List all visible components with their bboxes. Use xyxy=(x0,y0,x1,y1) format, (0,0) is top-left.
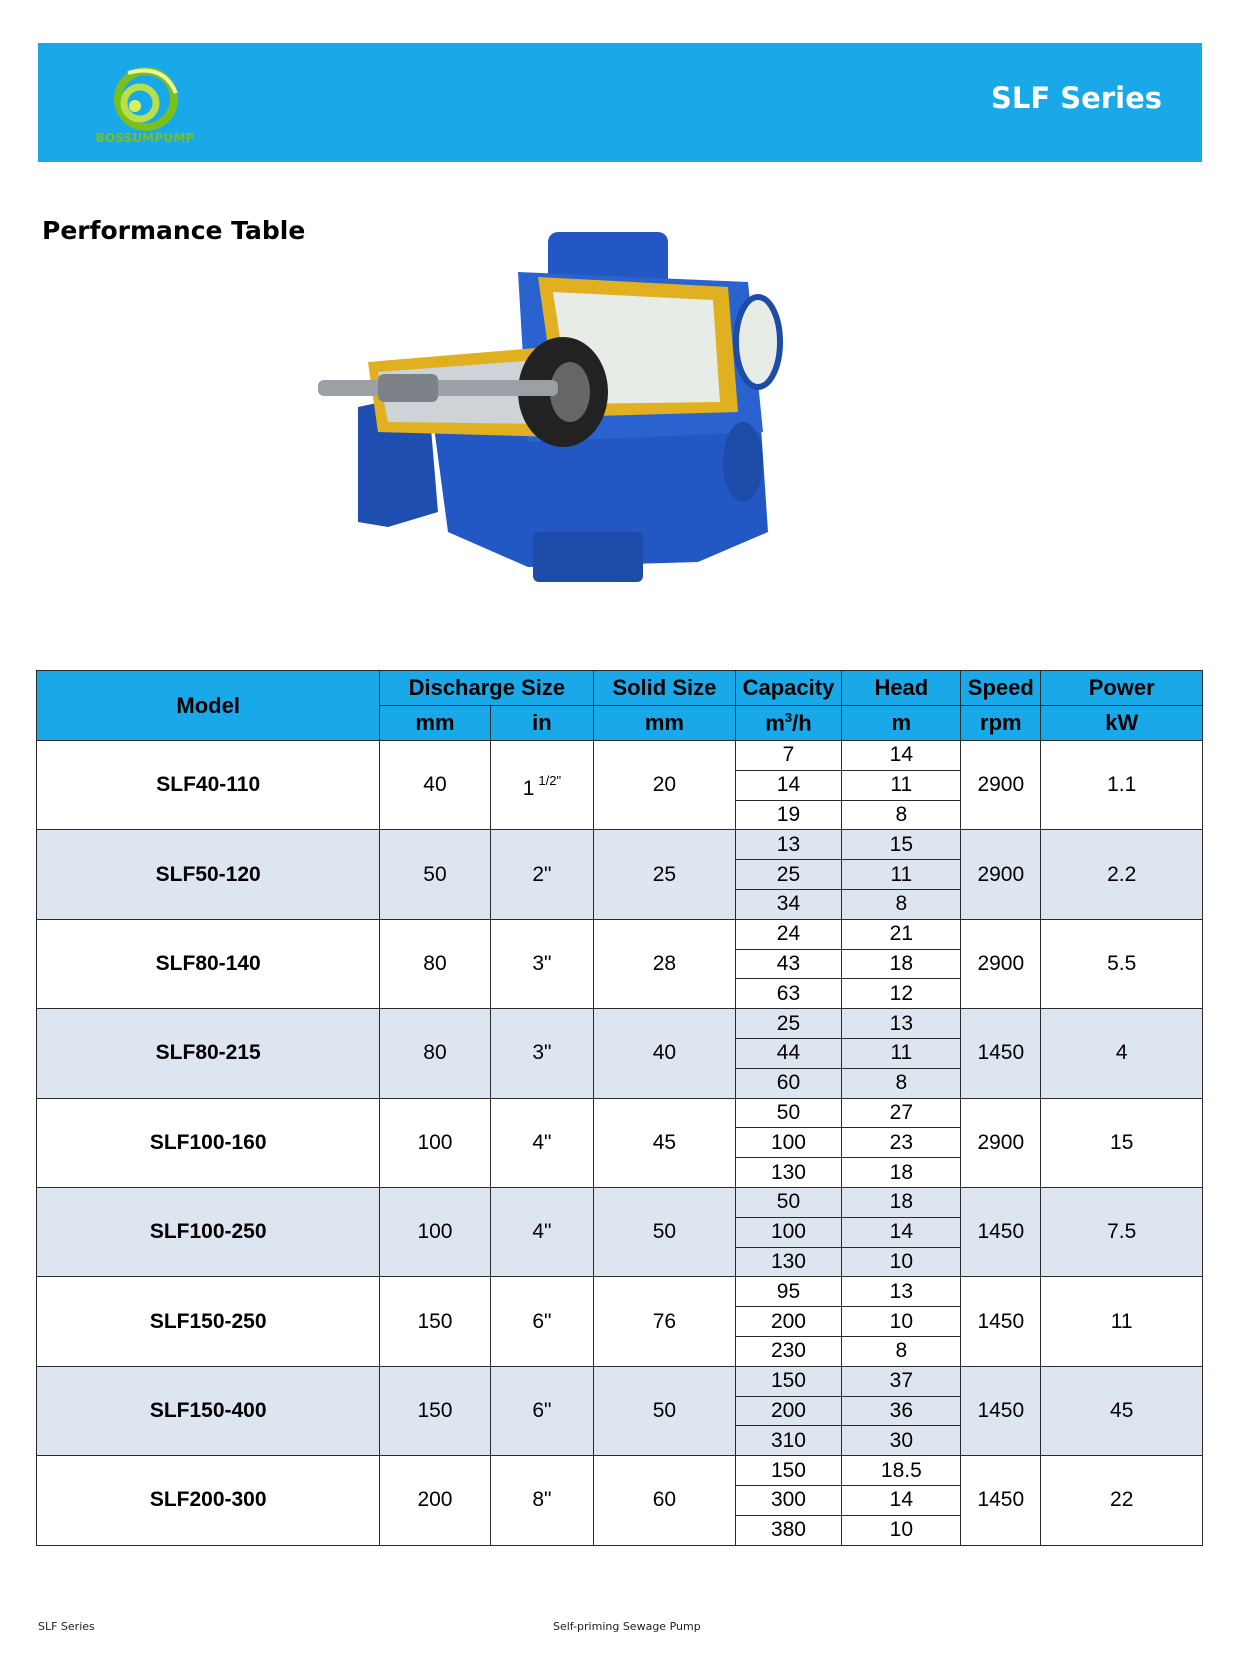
power-cell: 22 xyxy=(1041,1456,1203,1545)
head-cell: 14 xyxy=(842,741,961,771)
head-cell: 8 xyxy=(842,800,961,830)
pump-cutaway-image xyxy=(318,232,818,617)
performance-table xyxy=(36,670,1203,1546)
solid-size-cell: 28 xyxy=(594,919,735,1008)
capacity-cell: 63 xyxy=(735,979,842,1009)
head-cell: 21 xyxy=(842,919,961,949)
model-cell: SLF200-300 xyxy=(37,1456,380,1545)
discharge-mm-cell: 80 xyxy=(380,919,490,1008)
col-header-power: Power xyxy=(1041,671,1203,706)
solid-size-cell: 50 xyxy=(594,1366,735,1455)
header-band xyxy=(38,43,1202,162)
discharge-in-value: 3" xyxy=(532,951,552,975)
discharge-in-cell xyxy=(490,1187,594,1276)
head-cell: 27 xyxy=(842,1098,961,1128)
discharge-in-cell xyxy=(490,1456,594,1545)
capacity-cell: 150 xyxy=(735,1366,842,1396)
speed-cell: 1450 xyxy=(961,1277,1041,1366)
head-cell: 10 xyxy=(842,1515,961,1545)
discharge-in-value: 1 xyxy=(522,777,535,801)
col-header-discharge: Discharge Size xyxy=(380,671,594,706)
head-cell: 11 xyxy=(842,770,961,800)
head-cell: 18 xyxy=(842,949,961,979)
head-cell: 12 xyxy=(842,979,961,1009)
head-cell: 8 xyxy=(842,1336,961,1366)
capacity-cell: 25 xyxy=(735,860,842,890)
discharge-in-value: 2" xyxy=(532,862,552,886)
discharge-mm-cell: 150 xyxy=(380,1366,490,1455)
col-header-solid: Solid Size xyxy=(594,671,735,706)
capacity-cell: 300 xyxy=(735,1485,842,1515)
discharge-in-cell xyxy=(490,1366,594,1455)
col-header-head: Head xyxy=(842,671,961,706)
header-row xyxy=(37,671,1203,706)
head-cell: 18 xyxy=(842,1187,961,1217)
power-cell: 2.2 xyxy=(1041,830,1203,919)
capacity-cell: 95 xyxy=(735,1277,842,1307)
discharge-in-cell xyxy=(490,1098,594,1187)
model-cell: SLF100-250 xyxy=(37,1187,380,1276)
table-row xyxy=(37,1187,1203,1217)
model-cell: SLF40-110 xyxy=(37,741,380,830)
unit-discharge-mm: mm xyxy=(380,706,490,741)
speed-cell: 1450 xyxy=(961,1187,1041,1276)
page-title: Performance Table xyxy=(42,216,306,245)
table-row xyxy=(37,1009,1203,1039)
discharge-in-value: 6" xyxy=(532,1309,552,1333)
solid-size-cell: 60 xyxy=(594,1456,735,1545)
head-cell: 15 xyxy=(842,830,961,860)
discharge-in-value: 8" xyxy=(532,1488,552,1512)
speed-cell: 2900 xyxy=(961,830,1041,919)
head-cell: 13 xyxy=(842,1009,961,1039)
discharge-in-cell xyxy=(490,741,594,830)
capacity-cell: 50 xyxy=(735,1187,842,1217)
brand-name: BOSSUMPUMP xyxy=(95,131,195,145)
table-row xyxy=(37,830,1203,860)
discharge-in-cell xyxy=(490,830,594,919)
capacity-cell: 380 xyxy=(735,1515,842,1545)
capacity-cell: 200 xyxy=(735,1307,842,1337)
solid-size-cell: 76 xyxy=(594,1277,735,1366)
capacity-cell: 150 xyxy=(735,1456,842,1486)
head-cell: 36 xyxy=(842,1396,961,1426)
speed-cell: 2900 xyxy=(961,741,1041,830)
speed-cell: 1450 xyxy=(961,1456,1041,1545)
unit-head-m: m xyxy=(842,706,961,741)
power-cell: 15 xyxy=(1041,1098,1203,1187)
power-cell: 11 xyxy=(1041,1277,1203,1366)
head-cell: 14 xyxy=(842,1217,961,1247)
head-cell: 10 xyxy=(842,1307,961,1337)
speed-cell: 2900 xyxy=(961,1098,1041,1187)
model-cell: SLF80-215 xyxy=(37,1009,380,1098)
power-cell: 5.5 xyxy=(1041,919,1203,1008)
table-row xyxy=(37,1366,1203,1396)
speed-cell: 2900 xyxy=(961,919,1041,1008)
model-cell: SLF100-160 xyxy=(37,1098,380,1187)
capacity-cell: 60 xyxy=(735,1068,842,1098)
discharge-mm-cell: 100 xyxy=(380,1098,490,1187)
model-cell: SLF80-140 xyxy=(37,919,380,1008)
footer-subtitle: Self-priming Sewage Pump xyxy=(553,1620,701,1633)
discharge-in-value: 4" xyxy=(532,1130,552,1154)
solid-size-cell: 45 xyxy=(594,1098,735,1187)
unit-capacity: $m^3/h$ xyxy=(735,706,842,741)
power-cell: 7.5 xyxy=(1041,1187,1203,1276)
power-cell: 4 xyxy=(1041,1009,1203,1098)
discharge-mm-cell: 150 xyxy=(380,1277,490,1366)
discharge-mm-cell: 200 xyxy=(380,1456,490,1545)
discharge-in-cell xyxy=(490,919,594,1008)
head-cell: 18 xyxy=(842,1158,961,1188)
head-cell: 23 xyxy=(842,1128,961,1158)
unit-discharge-in: in xyxy=(490,706,594,741)
capacity-cell: 230 xyxy=(735,1336,842,1366)
head-cell: 37 xyxy=(842,1366,961,1396)
col-header-model: Model xyxy=(37,671,380,741)
table-row xyxy=(37,1456,1203,1486)
capacity-cell: 25 xyxy=(735,1009,842,1039)
col-header-speed: Speed xyxy=(961,671,1041,706)
solid-size-cell: 40 xyxy=(594,1009,735,1098)
head-cell: 13 xyxy=(842,1277,961,1307)
solid-size-cell: 20 xyxy=(594,741,735,830)
capacity-cell: 100 xyxy=(735,1128,842,1158)
model-cell: SLF150-250 xyxy=(37,1277,380,1366)
capacity-cell: 14 xyxy=(735,770,842,800)
table-row xyxy=(37,919,1203,949)
discharge-in-fraction: 1/2" xyxy=(538,773,562,789)
model-cell: SLF50-120 xyxy=(37,830,380,919)
capacity-cell: 24 xyxy=(735,919,842,949)
discharge-in-cell xyxy=(490,1009,594,1098)
table-row xyxy=(37,741,1203,771)
discharge-in-value: 6" xyxy=(532,1398,552,1422)
speed-cell: 1450 xyxy=(961,1366,1041,1455)
capacity-cell: 130 xyxy=(735,1158,842,1188)
discharge-mm-cell: 40 xyxy=(380,741,490,830)
discharge-in-value: 4" xyxy=(532,1220,552,1244)
capacity-cell: 43 xyxy=(735,949,842,979)
capacity-cell: 34 xyxy=(735,889,842,919)
head-cell: 14 xyxy=(842,1485,961,1515)
table-row xyxy=(37,1277,1203,1307)
discharge-mm-cell: 50 xyxy=(380,830,490,919)
capacity-cell: 13 xyxy=(735,830,842,860)
speed-cell: 1450 xyxy=(961,1009,1041,1098)
capacity-cell: 130 xyxy=(735,1247,842,1277)
power-cell: 1.1 xyxy=(1041,741,1203,830)
head-cell: 11 xyxy=(842,1038,961,1068)
power-cell: 45 xyxy=(1041,1366,1203,1455)
unit-solid-mm: mm xyxy=(594,706,735,741)
capacity-cell: 310 xyxy=(735,1426,842,1456)
col-header-capacity: Capacity xyxy=(735,671,842,706)
capacity-cell: 7 xyxy=(735,741,842,771)
discharge-in-cell xyxy=(490,1277,594,1366)
head-cell: 10 xyxy=(842,1247,961,1277)
discharge-in-value: 3" xyxy=(532,1041,552,1065)
series-title: SLF Series xyxy=(991,81,1162,115)
table-row xyxy=(37,1098,1203,1128)
capacity-cell: 50 xyxy=(735,1098,842,1128)
head-cell: 11 xyxy=(842,860,961,890)
capacity-cell: 100 xyxy=(735,1217,842,1247)
head-cell: 8 xyxy=(842,889,961,919)
capacity-cell: 19 xyxy=(735,800,842,830)
discharge-mm-cell: 80 xyxy=(380,1009,490,1098)
head-cell: 18.5 xyxy=(842,1456,961,1486)
capacity-cell: 44 xyxy=(735,1038,842,1068)
unit-speed-rpm: rpm xyxy=(961,706,1041,741)
footer-series: SLF Series xyxy=(38,1620,95,1633)
solid-size-cell: 50 xyxy=(594,1187,735,1276)
model-cell: SLF150-400 xyxy=(37,1366,380,1455)
head-cell: 30 xyxy=(842,1426,961,1456)
solid-size-cell: 25 xyxy=(594,830,735,919)
head-cell: 8 xyxy=(842,1068,961,1098)
capacity-cell: 200 xyxy=(735,1396,842,1426)
unit-power-kw: kW xyxy=(1041,706,1203,741)
discharge-mm-cell: 100 xyxy=(380,1187,490,1276)
